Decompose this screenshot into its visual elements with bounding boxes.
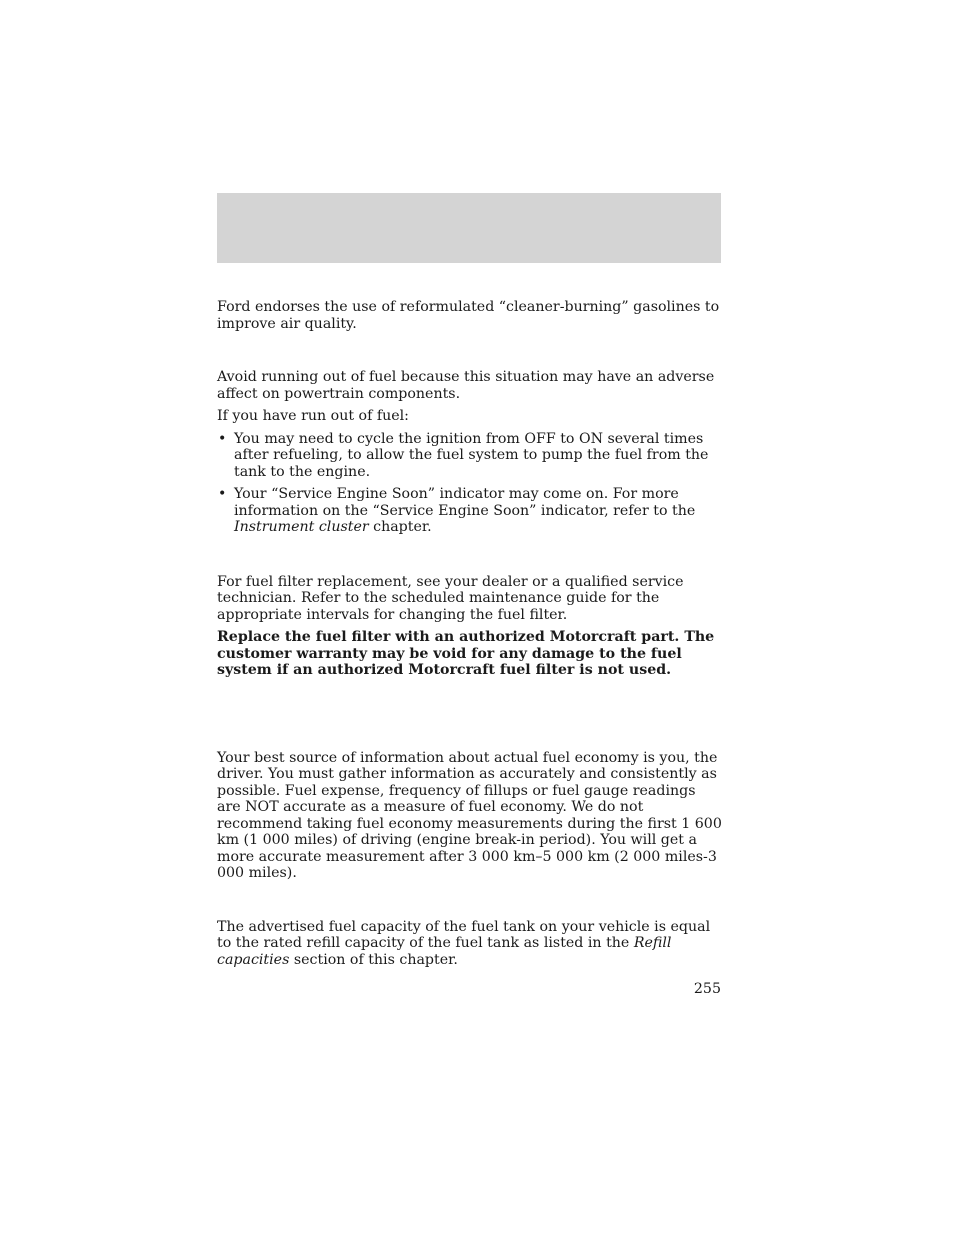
bullet-text-post: chapter.: [368, 519, 432, 535]
bullet-icon: •: [218, 430, 227, 447]
bullet-text: You may need to cycle the ignition from OFF to ON several times after refueling, to allow the fuel system to pump the fuel from the tank to the engine.: [234, 430, 709, 480]
bullet-item-service-engine-soon: [217, 486, 723, 536]
fuel-filter-paragraph: For fuel filter replacement, see your dealer or a qualified service technician. Refer to the scheduled maintenance guide for the appropriate intervals for changing the fuel filter.: [217, 573, 684, 623]
running-out-paragraph: Avoid running out of fuel because this situation may have an adverse affect on powertrain components.: [217, 369, 715, 402]
reformulated-gasoline-paragraph: Ford endorses the use of reformulated “cleaner-burning” gasolines to improve air quality.: [217, 299, 720, 332]
capacity-text-pre: The advertised fuel capacity of the fuel tank on your vehicle is equal to the rated refill capacity of the fuel tank as listed in the: [217, 918, 711, 951]
capacity-text-post: section of this chapter.: [289, 951, 458, 968]
instrument-cluster-reference: Instrument cluster: [234, 519, 369, 535]
bullet-text-pre: Your “Service Engine Soon” indicator may come on. For more information on the “Service Engine Soon” indicator, refer to the: [234, 486, 696, 519]
page-number: 255: [693, 981, 721, 997]
if-run-out-intro: If you have run out of fuel:: [217, 408, 409, 424]
fuel-economy-paragraph: Your best source of information about actual fuel economy is you, the driver. You must gather information as accurately and consistently as possible. Fuel expense, frequency of fillups or fuel gauge readings are NOT accurate as a measure of fuel economy. We do not recommend taking fuel economy measurements during the first 1 600 km (1 000 miles) of driving (engine break-in period). You will get a more accurate measurement after 3 000 km–5 000 km (2 000 miles-3 000 miles).: [217, 749, 722, 881]
bullet-item-ignition: [217, 431, 723, 481]
fuel-filter-warning: Replace the fuel filter with an authorized Motorcraft part. The customer warranty may be void for any damage to the fuel system if an authorized Motorcraft fuel filter is not used.: [217, 629, 715, 678]
fuel-capacity-paragraph: [217, 919, 723, 969]
run-out-bullet-list: [217, 431, 723, 536]
bullet-icon: •: [218, 486, 227, 502]
page-content: [217, 299, 723, 968]
section-header-band: [217, 193, 721, 263]
refill-capacities-reference: Refill capacities: [217, 935, 672, 968]
